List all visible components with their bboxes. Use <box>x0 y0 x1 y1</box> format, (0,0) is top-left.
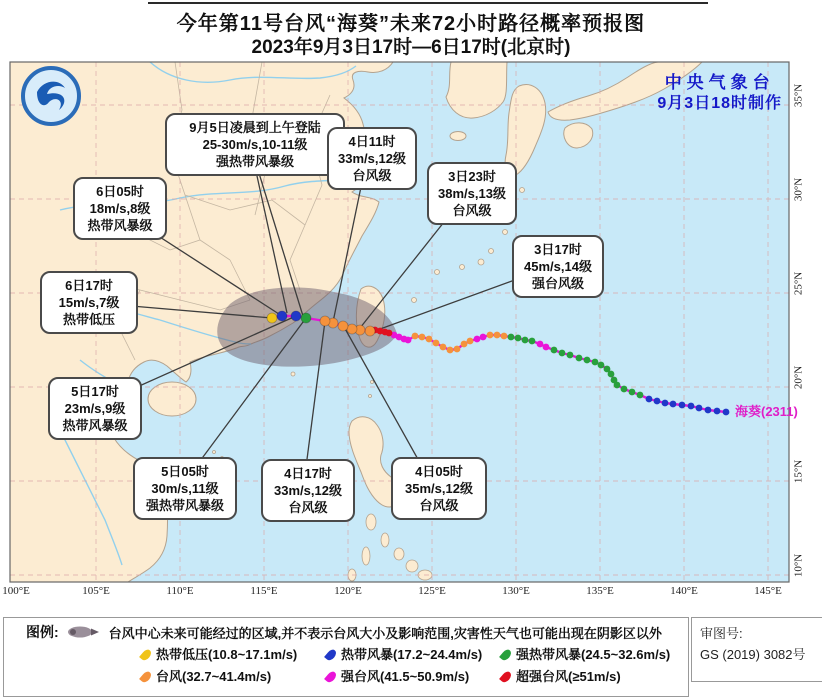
legend-item-label: 热带低压(10.8~17.1m/s) <box>156 647 298 662</box>
legend-item-label: 超强台风(≥51m/s) <box>516 669 621 684</box>
legend-item-sty <box>327 666 469 685</box>
callout-text: 5日17时 <box>71 384 119 399</box>
legend-item-label: 热带风暴(17.2~24.4m/s) <box>341 647 483 662</box>
legend-item-label: 台风(32.7~41.4m/s) <box>156 669 272 684</box>
callout-text: 6日17时 <box>65 278 113 293</box>
callout-4d17h <box>261 459 355 522</box>
callout-text: 38m/s,13级 <box>438 186 506 201</box>
map-title: 今年第11号台风“海葵”未来72小时路径概率预报图 <box>176 13 646 35</box>
callout-text: 3日23时 <box>448 169 496 184</box>
legend-item-label: 强热带风暴(24.5~32.6m/s) <box>516 647 671 662</box>
callout-text: 30m/s,11级 <box>151 481 219 496</box>
callout-text: 4日17时 <box>284 466 332 481</box>
callout-6d17h <box>40 271 138 334</box>
map-review-number <box>691 617 822 682</box>
lon-tick: 120°E <box>334 585 362 597</box>
lon-tick: 115°E <box>250 585 278 597</box>
legend-title: 图例: <box>26 624 59 640</box>
issue-time: 9月3日18时制作 <box>657 95 782 112</box>
lon-tick: 140°E <box>670 585 698 597</box>
lon-tick: 100°E <box>2 585 30 597</box>
callout-text: 23m/s,9级 <box>64 401 126 416</box>
callout-6d05h <box>73 177 167 240</box>
callout-text: 4日05时 <box>415 464 463 479</box>
lon-tick: 105°E <box>82 585 110 597</box>
callout-text: 4日11时 <box>348 134 396 149</box>
lat-tick: 25°N <box>792 271 805 296</box>
lat-tick: 20°N <box>792 365 805 390</box>
callout-text: 台风级 <box>352 168 392 183</box>
lat-tick: 35°N <box>792 83 805 108</box>
sts-dot-icon <box>499 648 513 662</box>
callout-text: 15m/s,7级 <box>58 295 120 310</box>
legend-cone-note: 台风中心未来可能经过的区域,并不表示台风大小及影响范围,灾害性天气也可能出现在阴影区以外 <box>108 625 662 641</box>
callout-landing <box>165 113 345 176</box>
review-label: 审图号: <box>700 626 743 641</box>
storm-name-label: 海葵(2311) <box>735 404 798 419</box>
lon-tick: 125°E <box>418 585 446 597</box>
callout-text: 热带风暴级 <box>87 218 153 233</box>
lon-tick: 135°E <box>586 585 614 597</box>
cone-icon <box>67 625 101 639</box>
callout-text: 5日05时 <box>161 464 209 479</box>
legend-item-ts <box>327 644 482 663</box>
sty-dot-icon <box>324 670 338 684</box>
lat-tick: 30°N <box>792 177 805 202</box>
callout-text: 强台风级 <box>531 276 584 291</box>
callout-text: 33m/s,12级 <box>338 151 406 166</box>
legend-panel <box>3 617 689 697</box>
legend-cone-row <box>26 622 662 642</box>
lat-tick: 15°N <box>792 459 805 484</box>
callout-text: 热带低压 <box>62 312 115 327</box>
callout-text: 热带风暴级 <box>62 418 128 433</box>
review-value: GS (2019) 3082号 <box>700 647 806 662</box>
callout-text: 强热带风暴级 <box>215 154 294 169</box>
callout-4d11h <box>327 127 417 190</box>
lon-tick: 130°E <box>502 585 530 597</box>
callout-text: 3日17时 <box>534 242 582 257</box>
legend-item-td <box>142 644 297 663</box>
map-subtitle: 2023年9月3日17时—6日17时(北京时) <box>251 37 571 58</box>
callout-5d17h <box>48 377 142 440</box>
agency-name: 中央气象台 <box>664 73 775 92</box>
legend-item-label: 强台风(41.5~50.9m/s) <box>341 669 470 684</box>
callout-3d23h <box>427 162 517 225</box>
callout-text: 台风级 <box>452 203 492 218</box>
callout-text: 台风级 <box>288 500 328 515</box>
jeju-island <box>450 132 466 141</box>
callout-text: 18m/s,8级 <box>89 201 151 216</box>
td-dot-icon <box>139 648 153 662</box>
callout-text: 台风级 <box>419 498 459 513</box>
super-ty-dot-icon <box>499 670 513 684</box>
callout-text: 9月5日凌晨到上午登陆 <box>189 120 321 135</box>
callout-text: 33m/s,12级 <box>274 483 342 498</box>
callout-text: 45m/s,14级 <box>524 259 592 274</box>
callout-text: 25-30m/s,10-11级 <box>202 137 308 152</box>
callout-text: 6日05时 <box>96 184 144 199</box>
legend-item-ty <box>142 666 271 685</box>
callout-5d05h <box>133 457 237 520</box>
callout-text: 强热带风暴级 <box>145 498 224 513</box>
callout-3d17h <box>512 235 604 298</box>
lon-tick: 110°E <box>166 585 194 597</box>
cma-logo <box>20 65 82 132</box>
legend-item-super-ty <box>502 666 621 685</box>
lat-tick: 10°N <box>792 553 805 578</box>
callout-text: 35m/s,12级 <box>405 481 473 496</box>
callout-4d05h <box>391 457 487 520</box>
legend-item-sts <box>502 644 670 663</box>
ts-dot-icon <box>324 648 338 662</box>
ty-dot-icon <box>139 670 153 684</box>
agency-stamp <box>657 72 782 114</box>
lon-tick: 145°E <box>754 585 782 597</box>
